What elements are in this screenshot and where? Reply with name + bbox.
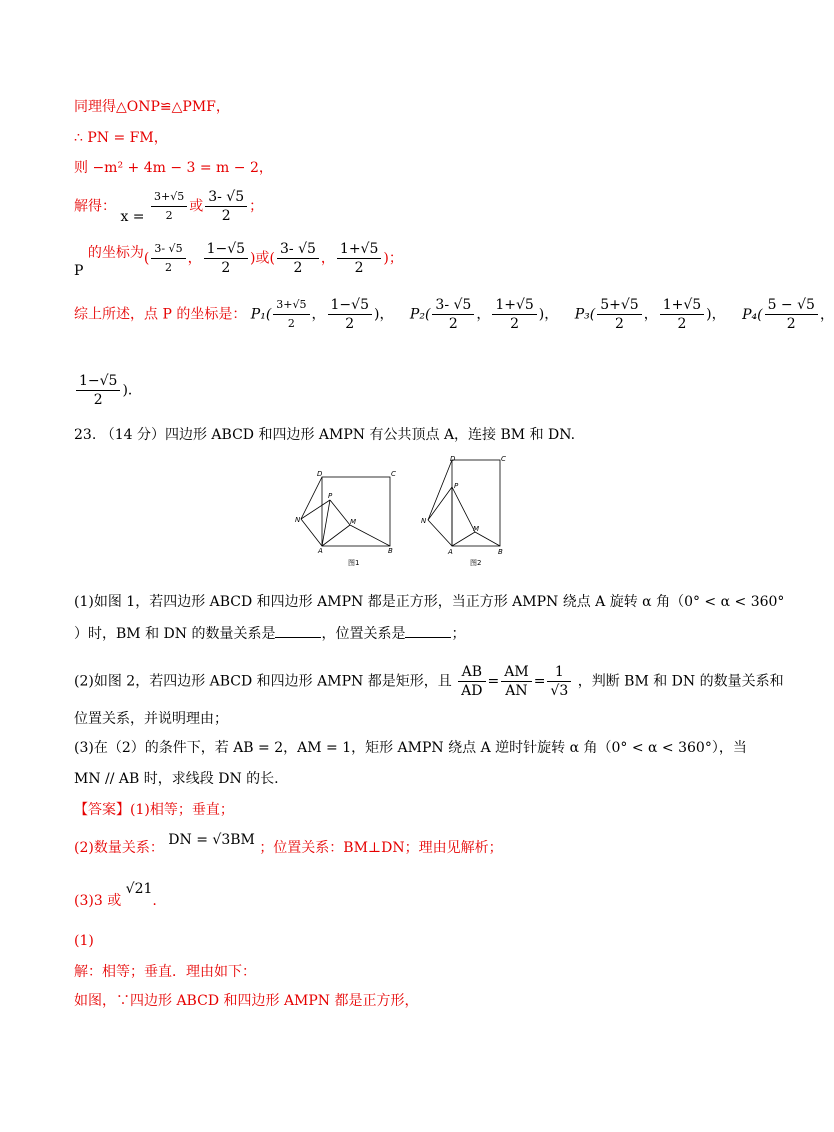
point-p2: P₂( $\frac{3- √5}{2}$ ， $\frac{1+√5}{2}$ )， — [409, 297, 559, 332]
fig2-label-B: B — [498, 548, 503, 556]
fig2-label-A: A — [448, 548, 453, 556]
fraction-1-plus-root5: $\frac{1+√5}{2}$ — [337, 240, 381, 277]
point-p1: P₁( $\frac{3+√5}{2}$ ， $\frac{1-√5}{2}$ )， — [250, 297, 394, 332]
fig2-label-N: N — [421, 517, 427, 525]
solution-line-3: 则 −m² + 4m − 3 = m − 2， — [74, 160, 273, 176]
answer-2: (2)数量关系： DN = √3BM ；位置关系：BM⊥DN；理由见解析； — [74, 832, 503, 856]
fig2-label-M: M — [473, 525, 480, 533]
fraction-3-minus-root5-small: $\frac{3- √5}{2}$ — [151, 240, 185, 277]
question-2-line-1: (2)如图 2，若四边形 ABCD 和四边形 AMPN 都是矩形，且 $\frac{AB}{AD}$ = $\frac{AM}{AN}$ = $\frac{1}{√3}$ ，判断 BM 和 DN 的数量关系和 — [74, 664, 784, 699]
ratio-ab-ad: $\frac{AB}{AD}$ — [458, 663, 485, 700]
fig2-caption: 图2 — [470, 559, 482, 567]
fig1-label-B: B — [388, 547, 393, 555]
question-3-line-2: MN // AB 时，求线段 DN 的长. — [74, 771, 279, 787]
question-1-line-2: ）时，BM 和 DN 的数量关系是 ，位置关系是 ； — [74, 623, 465, 644]
fig2-label-C: C — [501, 455, 506, 463]
problem-23-header: 23. （14 分）四边形 ABCD 和四边形 AMPN 有公共顶点 A，连接 BM 和 DN. — [74, 427, 576, 443]
fig1-label-A: A — [318, 547, 323, 555]
question-3-line-1: (3)在（2）的条件下，若 AB = 2，AM = 1，矩形 AMPN 绕点 A 逆时针旋转 α 角（0° < α < 360°），当 — [74, 740, 747, 756]
fraction-3-plus-root5: $\frac{3+√5}{2}$ — [151, 188, 187, 225]
semicolon: ； — [249, 198, 264, 215]
coords-text: 的坐标为 — [87, 244, 144, 261]
fig2-label-P: P — [454, 482, 459, 490]
fraction-3-minus-root5-b: $\frac{3- √5}{2}$ — [277, 240, 319, 277]
question-1-line-1: (1)如图 1，若四边形 ABCD 和四边形 AMPN 都是正方形，当正方形 AMPN 绕点 A 旋转 α 角（0° < α < 360° — [74, 594, 785, 610]
point-p4: P₄( $\frac{5 - √5}{2}$ ， — [742, 297, 834, 332]
solution-line-solve — [74, 188, 263, 225]
solution-line-p-coords: P 的坐标为( $\frac{3- √5}{2}$ ， $\frac{1-√5}{2}$ )或( $\frac{3- √5}{2}$ ， $\frac{1+√5}{2}$ )； — [74, 241, 403, 279]
fig1-label-C: C — [391, 470, 396, 478]
or-word-2: 或 — [255, 250, 270, 267]
question-2-line-2: 位置关系，并说明理由； — [74, 711, 228, 727]
semicolon-2: ； — [388, 250, 403, 267]
answer-2-formula: DN = √3BM — [168, 832, 255, 848]
solution-part-1-line-2: 如图，∵四边形 ABCD 和四边形 AMPN 都是正方形， — [74, 993, 419, 1009]
p-label: P — [74, 262, 84, 279]
answer-3-sqrt: √21 — [125, 881, 153, 897]
solution-line-2: ∴ PN = FM， — [74, 130, 168, 146]
summary-text: 综上所述，点 P 的坐标是： — [74, 306, 247, 323]
summary-continuation: $\frac{1-√5}{2}$ )． — [74, 372, 142, 409]
solve-label: 解得： — [74, 198, 116, 215]
or-word: 或 — [189, 198, 204, 215]
figure-1 — [301, 477, 390, 546]
figure-2 — [428, 460, 500, 546]
fig1-caption: 图1 — [348, 559, 360, 567]
fig1-label-M: M — [350, 518, 357, 526]
fig2-label-D: D — [450, 455, 456, 463]
ratio-am-an: $\frac{AM}{AN}$ — [501, 663, 531, 700]
fraction-1-minus-root5-last: $\frac{1-√5}{2}$ — [76, 372, 120, 409]
solution-part-1: (1) — [74, 933, 94, 949]
fig1-label-N: N — [295, 516, 301, 524]
fig1-label-P: P — [328, 492, 333, 500]
solution-line-1: 同理得△ONP≌△PMF， — [74, 99, 230, 115]
fig1-label-D: D — [317, 470, 323, 478]
geometry-figures — [290, 452, 530, 580]
ratio-1-root3: $\frac{1}{√3}$ — [547, 663, 571, 700]
fraction-3-minus-root5: $\frac{3- √5}{2}$ — [205, 188, 247, 225]
point-p3: P₃( $\frac{5+√5}{2}$ ， $\frac{1+√5}{2}$ )， — [574, 297, 726, 332]
solution-line-summary — [74, 296, 834, 333]
answer-blank-quantity[interactable] — [275, 623, 321, 638]
answer-3: (3)3 或 √21. — [74, 881, 157, 909]
answer-blank-position[interactable] — [405, 623, 451, 638]
x-equals: x = — [120, 208, 145, 225]
solution-part-1-line-1: 解：相等；垂直．理由如下： — [74, 964, 256, 980]
answer-header: 【答案】(1)相等；垂直； — [74, 802, 234, 818]
fraction-1-minus-root5: $\frac{1-√5}{2}$ — [204, 240, 248, 277]
